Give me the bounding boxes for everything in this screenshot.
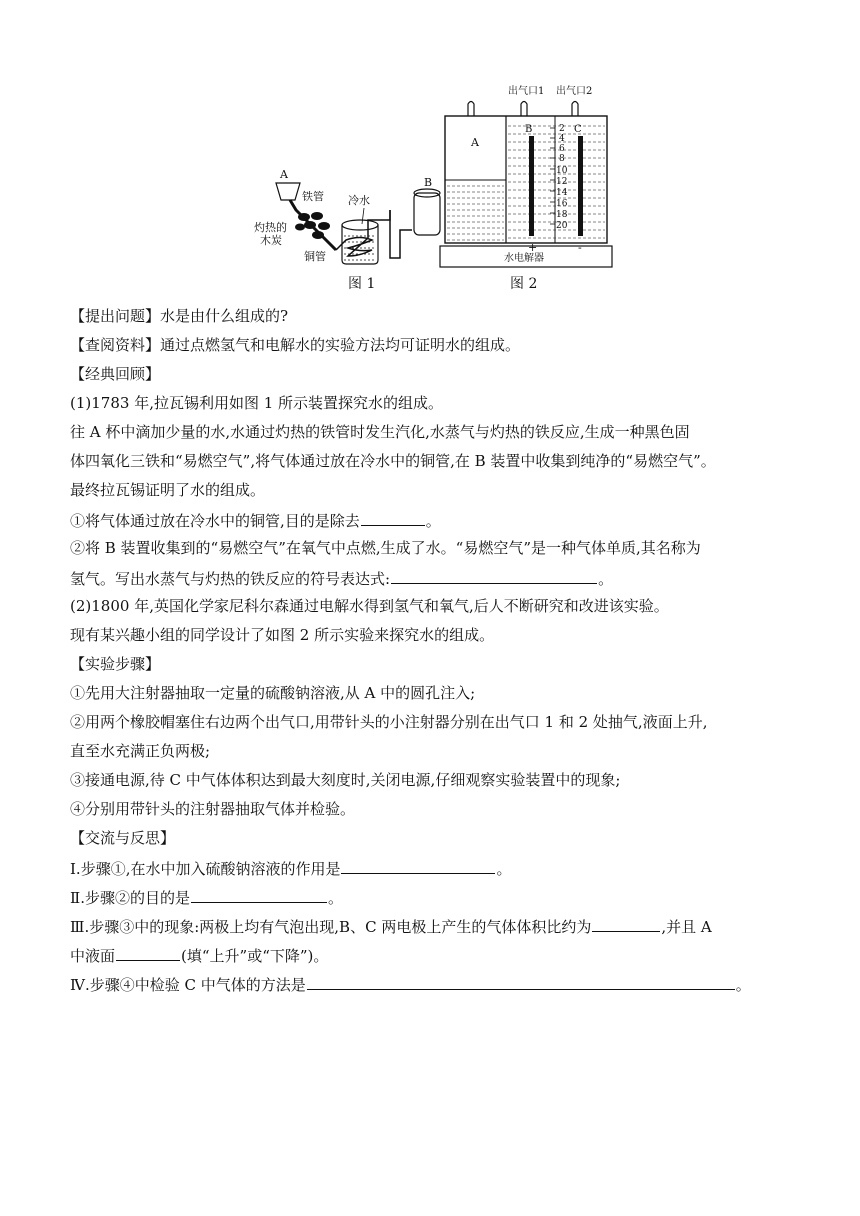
paragraph: (2)1800 年,英国化学家尼科尔森通过电解水得到氢气和氧气,后人不断研究和改进该实验。	[70, 597, 669, 615]
electrode-c	[578, 136, 583, 236]
inlet-a-cap	[468, 102, 474, 117]
paragraph: 现有某兴趣小组的同学设计了如图 2 所示实验来探究水的组成。	[70, 626, 495, 644]
label-iron-pipe: 铁管	[302, 190, 324, 203]
step-4: ④分别用带针头的注射器抽取气体并检验。	[70, 800, 356, 818]
svg-text:16: 16	[556, 199, 568, 209]
label-copper-pipe: 铜管	[304, 250, 326, 263]
fig1-label-a: A	[280, 168, 288, 181]
step-2-cont: 直至水充满正负两极;	[70, 742, 211, 760]
electrode-b	[529, 136, 534, 236]
question-iii-cont: 中液面 (填“上升”或“下降”)。	[70, 944, 800, 973]
question-1: ①将气体通过放在冷水中的铜管,目的是除去 。	[70, 509, 800, 538]
question-text	[70, 306, 800, 1002]
minus-terminal: -	[578, 241, 582, 254]
step-3: ③接通电源,待 C 中气体体积达到最大刻度时,关闭电源,仔细观察实验装置中的现象;	[70, 771, 621, 789]
svg-text:18: 18	[556, 210, 568, 220]
svg-text:10: 10	[556, 166, 568, 176]
question-iv: Ⅳ.步骤④中检验 C 中气体的方法是 。	[70, 973, 800, 1002]
figure2-caption: 图 2	[510, 276, 538, 292]
heading-review: 【经典回顾】	[70, 365, 161, 383]
question-iii: Ⅲ.步骤③中的现象:两极上均有气泡出现,B、C 两电极上产生的气体体积比约为 ,并且 A	[70, 915, 800, 944]
figures	[240, 80, 620, 295]
figure-2	[440, 84, 612, 292]
heading-reference: 【查阅资料】通过点燃氢气和电解水的实验方法均可证明水的组成。	[70, 336, 521, 354]
label-charcoal-1: 灼热的	[254, 221, 287, 234]
outlet2-label: 出气口2	[556, 86, 593, 97]
answer-blank-1[interactable]	[361, 509, 425, 526]
svg-text:4: 4	[559, 134, 565, 144]
question-ii: Ⅱ.步骤②的目的是 。	[70, 886, 800, 915]
apparatus-diagram	[240, 80, 620, 295]
plus-terminal: +	[528, 241, 538, 254]
svg-text:6: 6	[559, 144, 565, 154]
base-label: 水电解器	[504, 253, 544, 264]
answer-blank-4[interactable]	[191, 886, 327, 903]
paragraph: ②将 B 装置收集到的“易燃空气”在氧气中点燃,生成了水。“易燃空气”是一种气体单质,其名称为	[70, 539, 701, 557]
answer-blank-2[interactable]	[391, 567, 597, 584]
fig2-label-b: B	[525, 124, 533, 135]
outlet2-cap	[572, 102, 578, 117]
answer-blank-6[interactable]	[116, 944, 180, 961]
svg-text:12: 12	[556, 177, 568, 187]
container-b	[414, 193, 440, 235]
fig1-label-b: B	[424, 176, 433, 189]
charcoal	[295, 212, 330, 239]
outlet1-cap	[521, 102, 527, 117]
step-1: ①先用大注射器抽取一定量的硫酸钠溶液,从 A 中的圆孔注入;	[70, 684, 476, 702]
svg-text:2: 2	[559, 124, 565, 134]
figure-1	[254, 168, 440, 292]
paragraph: 最终拉瓦锡证明了水的组成。	[70, 481, 266, 499]
answer-blank-7[interactable]	[307, 973, 735, 990]
heading-question: 【提出问题】水是由什么组成的?	[70, 307, 289, 325]
figure1-caption: 图 1	[348, 276, 376, 292]
heading-reflection: 【交流与反思】	[70, 829, 176, 847]
fig2-label-c: C	[574, 124, 582, 135]
svg-text:14: 14	[556, 188, 568, 198]
volume-scale	[556, 124, 568, 231]
cup-a	[276, 183, 300, 200]
heading-steps: 【实验步骤】	[70, 655, 161, 673]
label-charcoal-2: 木炭	[260, 234, 282, 247]
paragraph: 往 A 杯中滴加少量的水,水通过灼热的铁管时发生汽化,水蒸气与灼热的铁反应,生成一种黑色固	[70, 423, 690, 441]
svg-text:20: 20	[556, 221, 568, 231]
question-2: 氢气。写出水蒸气与灼热的铁反应的符号表达式: 。	[70, 567, 800, 596]
answer-blank-5[interactable]	[592, 915, 660, 932]
fig2-label-a: A	[471, 136, 479, 149]
step-2: ②用两个橡胶帽塞住右边两个出气口,用带针头的小注射器分别在出气口 1 和 2 处抽气,液面上升,	[70, 713, 708, 731]
answer-blank-3[interactable]	[341, 857, 495, 874]
paragraph: (1)1783 年,拉瓦锡利用如图 1 所示装置探究水的组成。	[70, 394, 444, 412]
question-i: Ⅰ.步骤①,在水中加入硫酸钠溶液的作用是 。	[70, 857, 800, 886]
paragraph: 体四氧化三铁和“易燃空气”,将气体通过放在冷水中的铜管,在 B 装置中收集到纯净的“易燃空气”。	[70, 452, 716, 470]
label-cold-water: 冷水	[348, 194, 370, 207]
svg-text:8: 8	[559, 154, 565, 164]
outlet1-label: 出气口1	[508, 86, 545, 97]
